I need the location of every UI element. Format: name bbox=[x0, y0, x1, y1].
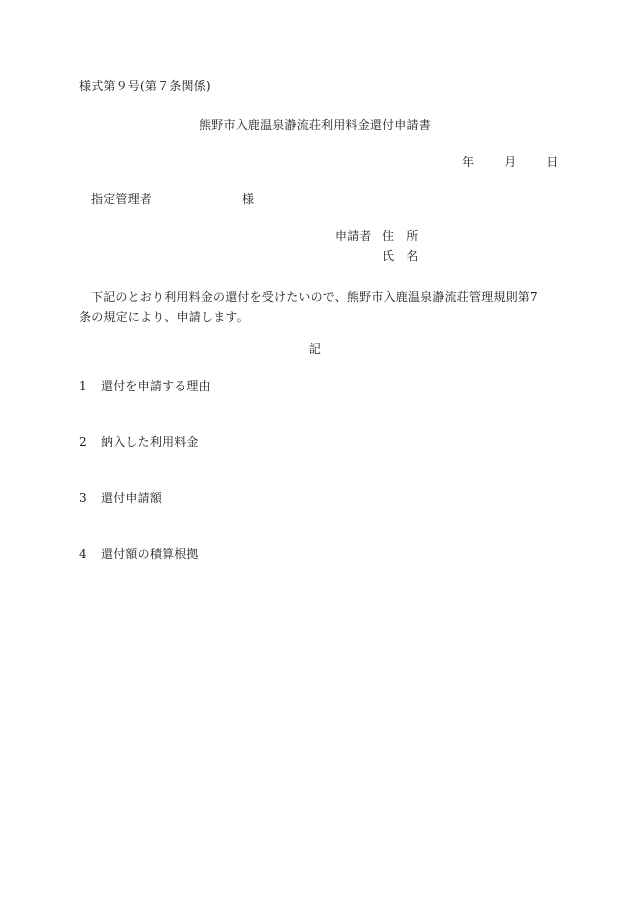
applicant-label: 申請者 bbox=[335, 229, 372, 243]
list-item bbox=[79, 548, 199, 560]
request-body-text: 下記のとおり利用料金の還付を受けたいので、熊野市入鹿温泉瀞流荘管理規則第7条の規定により、申請します。 bbox=[79, 290, 538, 324]
form-number: 様式第９号(第７条関係) bbox=[79, 79, 211, 93]
addressee-honorific: 様 bbox=[242, 192, 255, 206]
item-number: 3 bbox=[79, 491, 87, 505]
list-item bbox=[79, 380, 211, 392]
item-label: 納入した利用料金 bbox=[101, 435, 199, 449]
ki-heading: 記 bbox=[308, 342, 322, 356]
item-label: 還付を申請する理由 bbox=[101, 379, 211, 393]
list-item bbox=[79, 492, 162, 504]
item-label: 還付額の積算根拠 bbox=[101, 547, 199, 561]
date-line bbox=[462, 156, 559, 168]
item-label: 還付申請額 bbox=[101, 491, 163, 505]
addressee-label: 指定管理者 bbox=[91, 192, 153, 206]
item-number: 2 bbox=[79, 435, 87, 449]
item-number: 1 bbox=[79, 379, 87, 393]
date-year: 年 bbox=[462, 155, 475, 169]
date-day: 日 bbox=[546, 155, 559, 169]
date-month: 月 bbox=[504, 155, 517, 169]
applicant-name-label: 氏 名 bbox=[382, 249, 419, 263]
applicant-address-label: 住 所 bbox=[382, 229, 419, 243]
document-title: 熊野市入鹿温泉瀞流荘利用料金還付申請書 bbox=[199, 118, 431, 132]
item-number: 4 bbox=[79, 547, 87, 561]
list-item bbox=[79, 436, 199, 448]
